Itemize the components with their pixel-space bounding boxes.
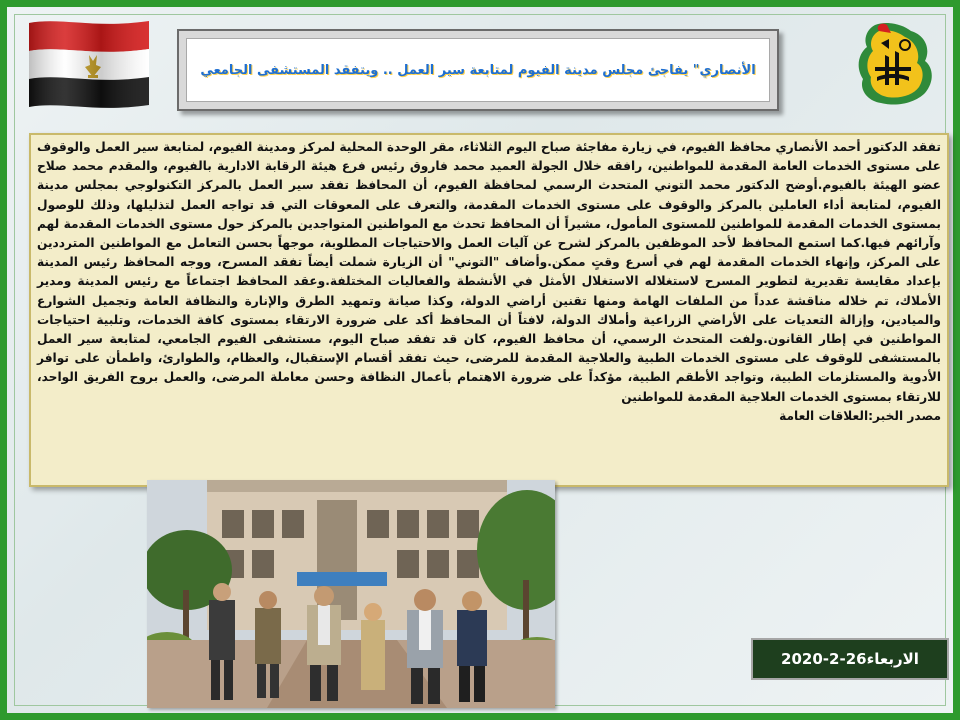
- date-label: الاربعاء26-2-2020: [781, 650, 919, 668]
- article-body: تفقد الدكتور أحمد الأنصاري محافظ الفيوم، في زيارة مفاجئة صباح اليوم الثلاثاء، مقر الوحدة المحلية لمركز ومدينة الفيوم، لمتابعة سير العمل والوقوف على مستوى الخدمات العامة المقدمة للمواطنين، رافقه خلال الجولة العميد محمد فاروق رئيس فرع هيئة الرقابة الادارية بالفيوم، والمقدم محمد صلاح عضو الهيئة بالفيوم.أوضح الدكتور محمد التوني المتحدث الرسمي لمحافظة الفيوم، أن المحافظ تفقد سير العمل بالمركز التكنولوجي بمجلس مدينة الفيوم، لمتابعة أداء العاملين بالمركز والوقوف على مستوى الخدمات المقدمة، والتعرف على المعوقات التي قد تواجه العمل لتذليلها، وذلك للوصول بمستوى الخدمات المقدمة للمواطنين للمستوى المأمول، مشيراً أن المحافظ تحدث مع المواطنين المتواجدين بالمركز حول مستوى الخدمات المقدمة لهم وآرائهم فيها.كما استمع المحافظ لأحد الموظفين بالمركز لشرح عن آليات العمل والاحتياجات المطلوبة، موجهاً بحسن التعامل مع المواطنين المترددين على المركز، وإنهاء الخدمات المقدمة لهم في أسرع وقتٍ ممكن.وأضاف "التوني" أن الزيارة شملت أيضاً تفقد المسرح، ووجه المحافظ رئيس المدينة بإعداد مقايسة تقديرية لتطوير المسرح لاستغلاله الاستغلال الأمثل في الأنشطة والفعاليات المختلفة.وعقد المحافظ اجتماعاً مع رئيس المدينة ومدير الأملاك، تم خلاله مناقشة عدداً من الملفات الهامة ومنها تقنين أراضي الدولة، وكذا صيانة وتمهيد الطرق والإنارة والنظافة العامة وتجميل الشوارع والميادين، وإزالة التعديات على الأراضي الزراعية وأملاك الدولة، لافتاً أن المحافظ أكد على ضرورة الارتقاء بمستوى كافة الخدمات، وتلبية احتياجات المواطنين في إطار القانون.ولفت المتحدث الرسمي، أن محافظ الفيوم، كان قد تفقد صباح اليوم، مستشفى الفيوم الجامعي، لمتابعة سير العمل بالمستشفى للوقوف على مستوى الخدمات الطبية والعلاجية المقدمة للمرضى، حيث تفقد أقسام الإستقبال، والعظام، والطوارئ، واطمأن على توافر الأدوية والمستلزمات الطبية، وتواجد الأطقم الطبية، مؤكداً على ضرورة الاهتمام بأعمال النظافة وحسن معاملة المرضى، والعمل بروح الفريق الواحد، للارتقاء بمستوى الخدمات العلاجية المقدمة للمواطنين: [37, 140, 941, 404]
- header-box: [177, 29, 779, 111]
- event-photo: [147, 480, 555, 708]
- egypt-flag-icon: [25, 17, 153, 109]
- header-inner: [186, 38, 770, 102]
- page-title: الأنصاري" يفاجئ مجلس مدينة الفيوم لمتابعة سير العمل .. ويتفقد المستشفى الجامعي: [200, 62, 756, 78]
- date-badge: [751, 638, 949, 680]
- fayoum-governorate-logo: [845, 17, 941, 109]
- article-box: [29, 133, 949, 487]
- news-source: مصدر الخبر:العلاقات العامة: [779, 408, 941, 423]
